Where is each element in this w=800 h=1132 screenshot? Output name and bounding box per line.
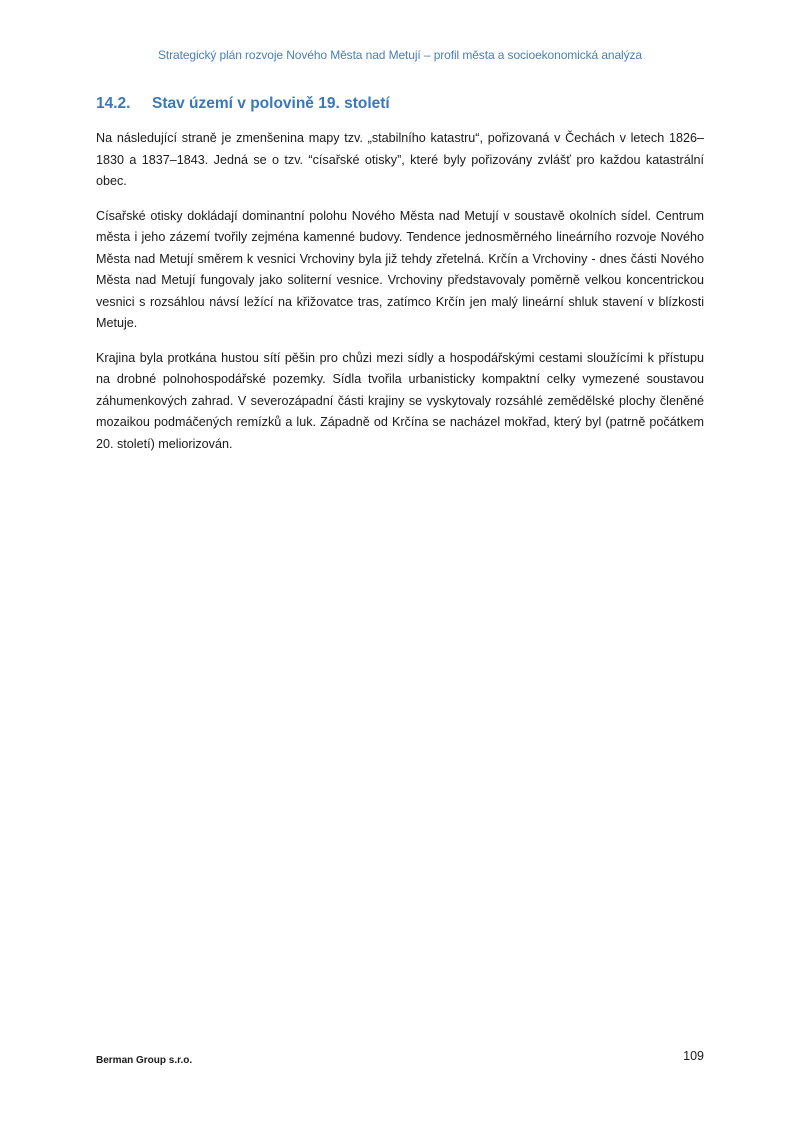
footer-company: Berman Group s.r.o. <box>96 1055 193 1066</box>
running-header: Strategický plán rozvoje Nového Města nad Metují – profil města a socioekonomická analýza <box>157 48 642 62</box>
paragraph-3: Krajina byla protkána hustou sítí pěšin pro chůzi mezi sídly a hospodářskými cestami sloužícími k přístupu na drobné polnohospodářské pozemky. Sídla tvořila urbanisticky kompaktní celky vymezené soustavou záhumenkových zahrad. V severozápadní části krajiny se vyskytovaly rozsáhlé zemědělské plochy členěné mozaikou podmáčených remízků a luk. Západně od Krčína se nacházel mokřad, který byl (patrně počátkem 20. století) meliorizován. <box>96 350 704 451</box>
paragraph-1: Na následující straně je zmenšenina mapy tzv. „stabilního katastru“, pořizovaná v Čechách v letech 1826–1830 a 1837–1843. Jedná se o tzv. “císařské otisky”, které byly pořizovány zvlášť pro každou katastrální obec. <box>96 131 704 188</box>
page-number: 109 <box>683 1049 704 1063</box>
paragraph-2: Císařské otisky dokládají dominantní polohu Nového Města nad Metují v soustavě okolních sídel. Centrum města i jeho zázemí tvořily zejména kamenné budovy. Tendence jednosměrného lineárního rozvoje Nového Města nad Metují směrem k vesnici Vrchoviny byla již tehdy zřetelná. Krčín a Vrchoviny - dnes části Nového Města nad Metují fungovaly jako soliterní vesnice. Vrchoviny představovaly poměrně velkou koncentrickou vesnici s rozsáhlou návsí ležící na křižovatce tras, zatímco Krčín jen malý lineární shluk stavení v blízkosti Metuje. <box>96 208 704 330</box>
section-number: 14.2. <box>96 95 131 112</box>
body-text <box>96 128 704 468</box>
section-title: Stav území v polovině 19. století <box>152 95 390 112</box>
section-heading <box>96 95 390 113</box>
